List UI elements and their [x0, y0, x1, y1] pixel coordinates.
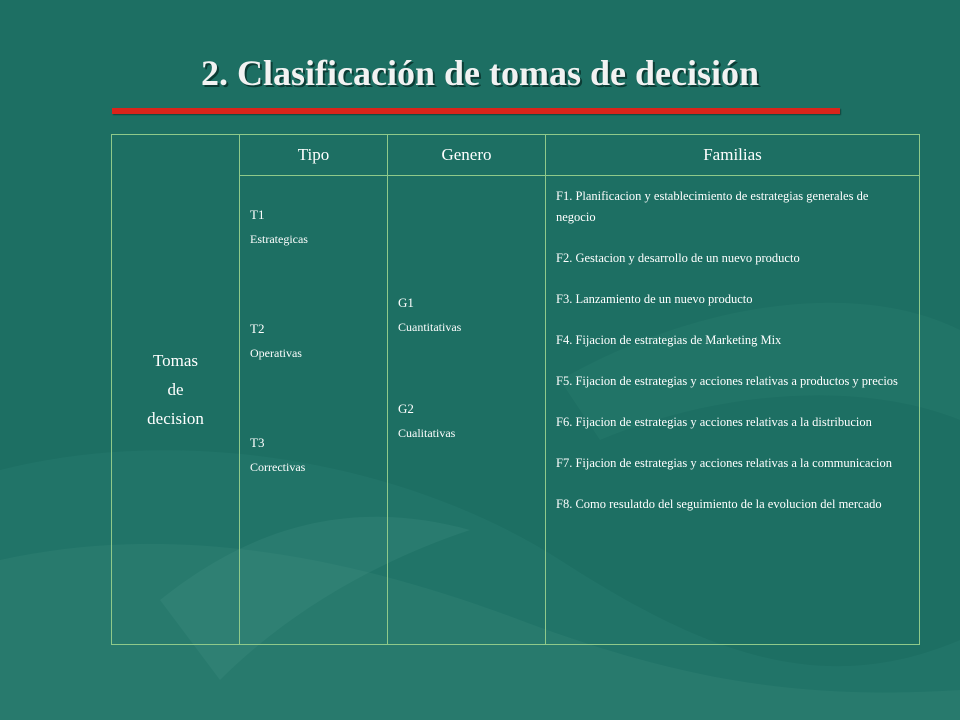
row-header-line: de	[167, 380, 184, 399]
genero-code: G1	[398, 295, 414, 310]
header-tipo: Tipo	[240, 135, 388, 176]
tipo-name: Correctivas	[250, 460, 306, 474]
genero-name: Cualitativas	[398, 426, 456, 440]
genero-item	[398, 291, 545, 339]
tipo-code: T1	[250, 207, 265, 222]
table-header-row	[112, 135, 920, 176]
tipo-name: Operativas	[250, 346, 302, 360]
tipo-name: Estrategicas	[250, 232, 308, 246]
tipo-cell	[240, 176, 388, 645]
familia-item: F4. Fijacion de estrategias de Marketing Mix	[556, 333, 782, 347]
row-header-line: decision	[147, 409, 204, 428]
familia-item: F8. Como resulatdo del seguimiento de la evolucion del mercado	[556, 497, 882, 511]
tipo-code: T2	[250, 321, 265, 336]
header-genero: Genero	[388, 135, 546, 176]
slide-title: 2. Clasificación de tomas de decisión	[201, 53, 759, 93]
tipo-item	[250, 431, 387, 479]
genero-name: Cuantitativas	[398, 320, 462, 334]
familia-item: F3. Lanzamiento de un nuevo producto	[556, 292, 753, 306]
classification-table	[111, 134, 920, 645]
familia-item: F2. Gestacion y desarrollo de un nuevo producto	[556, 251, 800, 265]
header-familias: Familias	[546, 135, 920, 176]
genero-code: G2	[398, 401, 414, 416]
row-header-line: Tomas	[152, 351, 199, 370]
familia-item: F5. Fijacion de estrategias y acciones relativas a productos y precios	[556, 374, 898, 388]
genero-item	[398, 397, 545, 445]
familia-item: F7. Fijacion de estrategias y acciones relativas a la communicacion	[556, 456, 892, 470]
familia-item: F6. Fijacion de estrategias y acciones relativas a la distribucion	[556, 415, 872, 429]
familias-cell	[546, 176, 920, 645]
tipo-item	[250, 203, 387, 251]
genero-cell	[388, 176, 546, 645]
row-header-cell	[112, 135, 240, 645]
tipo-item	[250, 317, 387, 365]
tipo-code: T3	[250, 435, 265, 450]
familia-item: F1. Planificacion y establecimiento de estrategias generales de negocio	[556, 189, 869, 224]
title-underline	[112, 108, 840, 114]
